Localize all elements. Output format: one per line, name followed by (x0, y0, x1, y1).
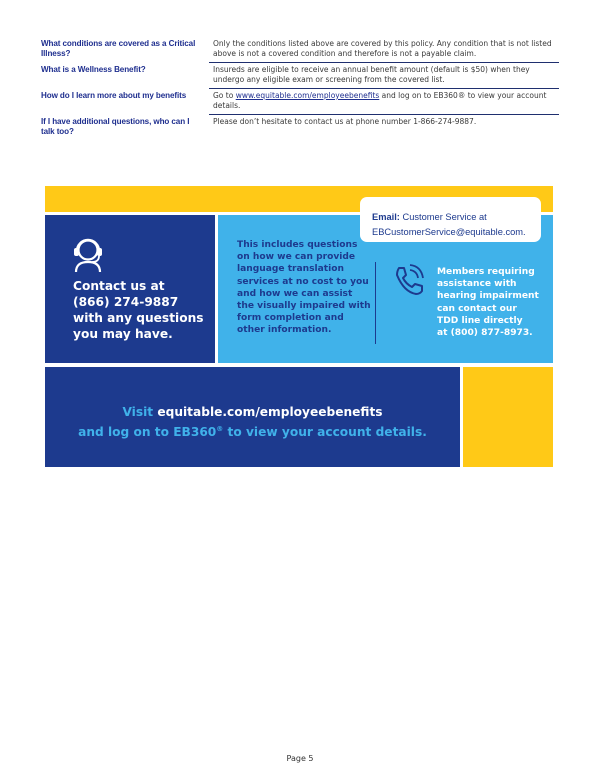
faq-row (41, 39, 559, 63)
yellow-banner-right (463, 367, 553, 467)
includes-text (237, 239, 372, 337)
includes-line: on how we can provide (237, 252, 356, 263)
faq-row (41, 117, 559, 137)
visit-url[interactable]: equitable.com/employeebenefits (153, 405, 383, 419)
phone-icon (390, 262, 426, 298)
faq-answer (209, 91, 559, 115)
registered-mark: ® (216, 425, 224, 433)
members-line: hearing impairment (437, 291, 539, 302)
faq-answer-suffix: and log on to EB360® to view your account details. (213, 91, 547, 110)
includes-line: the visually impaired with (237, 301, 371, 312)
email-line (372, 212, 487, 222)
members-line: TDD line directly (437, 315, 523, 326)
contact-line: Contact us at (73, 279, 165, 293)
faq-question: How do I learn more about my benefits (41, 91, 187, 100)
members-line: assistance with (437, 279, 517, 290)
contact-phone: (866) 274-9887 (73, 295, 179, 309)
members-line: Members requiring (437, 267, 535, 277)
faq-question: What is a Wellness Benefit? (41, 65, 146, 74)
headset-icon (68, 234, 108, 274)
faq-answer-prefix: Go to (213, 91, 236, 100)
visit-line-1 (45, 404, 460, 421)
includes-line: form completion and (237, 313, 344, 324)
email-text: Customer Service at (399, 212, 487, 222)
visit-word: Visit (122, 405, 154, 419)
members-line: at (800) 877-8973. (437, 328, 533, 339)
email-label: Email: (372, 212, 400, 222)
includes-line: language translation (237, 264, 344, 275)
faq-question: What conditions are covered as a Critical Illness? (41, 39, 196, 58)
visit-line2-prefix: and log on to EB360 (78, 425, 217, 440)
faq-answer: Insureds are eligible to receive an annual benefit amount (default is $50) when they undergo any eligible exam or screening from the covered list. (209, 65, 559, 89)
faq-question: If I have additional questions, who can I talk too? (41, 117, 190, 136)
visit-text (45, 404, 460, 441)
contact-line: you may have. (73, 327, 173, 341)
page-number: Page 5 (286, 754, 314, 763)
faq-answer: Only the conditions listed above are covered by this policy. Any condition that is not listed above is not a covered condition and therefore is not a payable claim. (209, 39, 559, 63)
includes-line: services at no cost to you (237, 276, 369, 287)
benefits-link[interactable]: www.equitable.com/employeebenefits (235, 91, 380, 100)
visit-line-2 (45, 421, 460, 441)
email-address[interactable]: EBCustomerService@equitable.com. (372, 227, 526, 237)
members-line: can contact our (437, 303, 517, 314)
visit-line2-suffix: to view your account details. (223, 425, 427, 440)
contact-text (73, 278, 213, 342)
faq-row (41, 91, 559, 115)
includes-line: This includes questions (237, 240, 358, 250)
faq-table (41, 39, 559, 137)
contact-line: with any questions (73, 311, 204, 325)
members-text (437, 266, 547, 339)
panel-divider (375, 262, 376, 344)
faq-row (41, 65, 559, 89)
includes-line: other information. (237, 325, 332, 336)
faq-answer: Please don’t hesitate to contact us at phone number 1-866-274-9887. (213, 117, 477, 126)
includes-line: and how we can assist (237, 288, 353, 299)
